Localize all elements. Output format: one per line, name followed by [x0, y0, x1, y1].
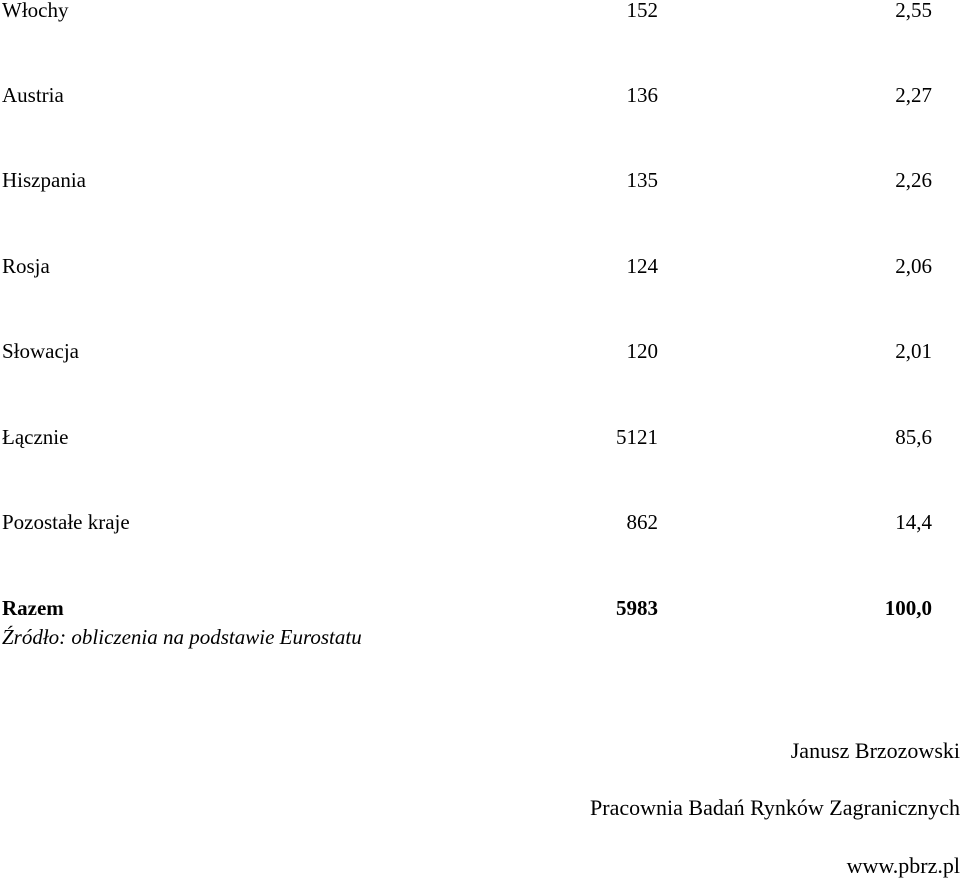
total-count: 5983 — [616, 596, 658, 620]
table-row — [0, 509, 960, 535]
count-value: 5121 — [616, 425, 658, 449]
share-value: 2,06 — [895, 254, 932, 278]
share-value: 2,55 — [895, 0, 932, 22]
count-value: 152 — [626, 0, 658, 22]
share-value: 14,4 — [895, 510, 932, 534]
country-name: Słowacja — [2, 339, 79, 363]
table-row — [0, 82, 960, 108]
total-label: Razem — [2, 596, 64, 620]
footer-author: Janusz Brzozowski — [790, 738, 960, 763]
table-row — [0, 424, 960, 450]
share-value: 2,01 — [895, 339, 932, 363]
table-row — [0, 338, 960, 364]
country-name: Łącznie — [2, 425, 69, 449]
total-row — [0, 595, 960, 621]
count-value: 120 — [626, 339, 658, 363]
count-value: 862 — [626, 510, 658, 534]
country-name: Hiszpania — [2, 168, 86, 192]
share-value: 2,26 — [895, 168, 932, 192]
country-name: Austria — [2, 83, 64, 107]
count-value: 136 — [626, 83, 658, 107]
table-row — [0, 253, 960, 279]
count-value: 135 — [626, 168, 658, 192]
share-value: 2,27 — [895, 83, 932, 107]
country-name: Włochy — [2, 0, 69, 22]
table-row — [0, 167, 960, 193]
country-name: Pozostałe kraje — [2, 510, 130, 534]
count-value: 124 — [626, 254, 658, 278]
footer-website: www.pbrz.pl — [846, 853, 960, 878]
total-share: 100,0 — [884, 596, 932, 620]
table-row — [0, 0, 960, 23]
country-name: Rosja — [2, 254, 50, 278]
source-note: Źródło: obliczenia na podstawie Eurostatu — [2, 625, 362, 649]
footer-organization: Pracownia Badań Rynków Zagranicznych — [590, 795, 960, 820]
share-value: 85,6 — [895, 425, 932, 449]
